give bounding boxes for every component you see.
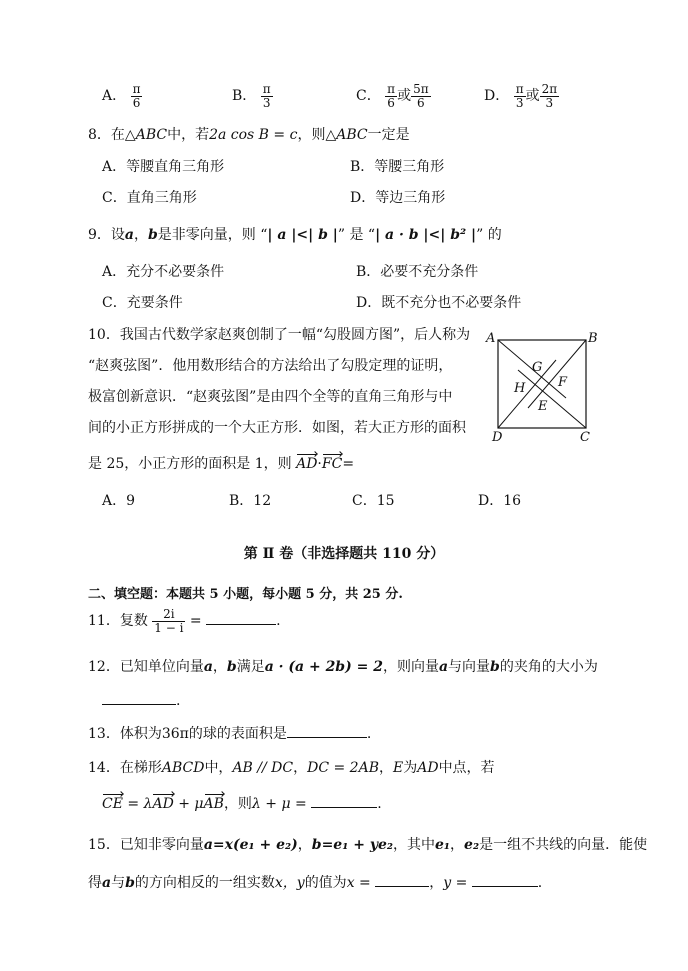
text: . [366, 726, 372, 742]
math: a [203, 659, 213, 675]
math: ABC [135, 127, 168, 143]
fraction [152, 608, 185, 634]
text: ” 是 “ [337, 227, 376, 243]
q8-option-b: B．等腰三角形 [350, 159, 445, 175]
fraction [385, 83, 397, 109]
denominator: 6 [132, 95, 141, 110]
q7-option-d [484, 83, 559, 109]
q15-line-2 [88, 872, 542, 892]
question-number: 9． [88, 227, 111, 243]
formula: AB // DC [232, 760, 294, 776]
text: ， [429, 875, 444, 891]
text: 我国古代数学家赵爽创制了一幅“勾股圆方图”，后人称为 [119, 327, 471, 343]
label-g: G [532, 360, 543, 375]
vector-ad: AD [152, 796, 174, 812]
math: b [148, 227, 158, 243]
math: e₁ [435, 837, 451, 853]
label-a: A [486, 331, 496, 346]
formula: b=e₁ + ye₂ [311, 837, 393, 853]
text: 一定是 [367, 127, 410, 143]
text: 满足 [236, 659, 265, 675]
label-d: D [492, 430, 503, 445]
formula: y = [443, 875, 468, 891]
q8-stem [88, 124, 410, 144]
fraction [540, 83, 560, 109]
text: 已知非零向量 [119, 837, 204, 853]
text: 的方向相反的一组实数 [134, 875, 275, 891]
q7-option-b [232, 83, 273, 109]
denominator: 3 [515, 95, 524, 110]
text: 在△ [110, 127, 136, 143]
q14-stem [88, 757, 495, 777]
math: AD [417, 760, 439, 776]
text: . [537, 875, 543, 891]
text: ， [212, 659, 227, 675]
question-number: 14． [88, 760, 120, 776]
q8-option-a: A．等腰直角三角形 [102, 159, 225, 175]
math: ABCD [161, 760, 205, 776]
formula: | a · b |<| b² | [375, 227, 477, 243]
denominator: 6 [387, 95, 395, 110]
text: 中， [204, 760, 233, 776]
or-text: 或 [525, 88, 540, 105]
text: ， [450, 837, 465, 853]
fraction [411, 83, 431, 109]
answer-blank[interactable] [206, 612, 276, 625]
label-c: C [580, 430, 590, 445]
answer-blank[interactable] [287, 725, 367, 738]
option-label: B． [232, 88, 257, 105]
text: 是非零向量，则 “ [157, 227, 268, 243]
q10-option-d: D．16 [478, 493, 522, 509]
question-number: 13． [88, 726, 120, 742]
q10-line-4: 间的小正方形拼成的一个大正方形．如图，若大正方形的面积 [88, 420, 466, 436]
q13-stem [88, 723, 371, 743]
text: 复数 [119, 613, 148, 630]
section-title: 第 Ⅱ 卷（非选择题共 110 分） [243, 546, 445, 562]
text: ，其中 [393, 837, 435, 853]
math: ABC [336, 127, 368, 143]
formula: + μ [173, 796, 204, 812]
section-subtitle: 二、填空题：本题共 5 小题，每小题 5 分，共 25 分. [88, 587, 403, 602]
text: ，则向量 [382, 659, 439, 675]
text: 与 [111, 875, 126, 891]
math: E [392, 760, 404, 776]
text: 在梯形 [119, 760, 162, 776]
q11-stem [88, 608, 281, 634]
q9-option-a: A．充分不必要条件 [102, 264, 225, 280]
label-h: H [514, 381, 526, 396]
fraction [261, 83, 273, 109]
q10-option-a: A．9 [102, 493, 136, 509]
text: 设 [110, 227, 125, 243]
outer-square [498, 340, 586, 428]
equals: = [342, 456, 355, 472]
text: ， [134, 227, 148, 243]
text: 与向量 [448, 659, 491, 675]
text: 中点，若 [438, 760, 495, 776]
formula: a · (a + 2b) = 2 [264, 659, 383, 675]
q8-option-c: C．直角三角形 [102, 190, 197, 206]
q10-line-5 [88, 453, 354, 473]
option-label: D． [484, 88, 510, 105]
q7-option-c [356, 83, 431, 109]
q10-line-1 [88, 324, 470, 344]
label-f: F [558, 375, 568, 390]
text: . [377, 796, 382, 812]
math: a [438, 659, 449, 675]
q12-answer-line [102, 692, 180, 709]
text: 中，若 [167, 127, 210, 143]
fraction [131, 83, 143, 109]
text: ， [293, 760, 308, 776]
formula: a=x(e₁ + e₂) [203, 837, 298, 853]
q10-option-b: B．12 [229, 493, 272, 509]
text: . [176, 693, 181, 709]
option-label: A． [102, 88, 127, 105]
segment [518, 370, 586, 428]
denominator: 6 [417, 95, 425, 110]
math: a [124, 227, 134, 243]
q14-line-2 [102, 793, 382, 813]
question-number: 10． [88, 327, 120, 343]
answer-blank[interactable] [102, 692, 176, 705]
zhao-shuang-figure [484, 328, 604, 448]
q10-option-c: C．15 [352, 493, 395, 509]
numerator: 5π [413, 82, 429, 96]
math: b [125, 875, 135, 891]
text: 是 25，小正方形的面积是 1，则 [88, 456, 292, 472]
equals: = [189, 613, 202, 630]
numerator: 2π [541, 82, 558, 96]
numerator: 2i [152, 608, 185, 622]
q10-line-3: 极富创新意识．“赵爽弦图”是由四个全等的直角三角形与中 [88, 389, 453, 405]
question-number: 15． [88, 837, 120, 853]
text: 为 [403, 760, 418, 776]
segment [498, 360, 556, 428]
text: 体积为 [119, 726, 162, 742]
denominator: 3 [545, 95, 554, 110]
math: a [102, 875, 112, 891]
question-number: 12． [88, 659, 120, 675]
or-text: 或 [397, 88, 412, 105]
formula: 36π [161, 726, 189, 742]
fraction [514, 83, 526, 109]
q9-option-c: C．充要条件 [102, 295, 183, 311]
formula: DC = 2AB [307, 760, 379, 776]
q8-option-d: D．等边三角形 [350, 190, 446, 206]
text: ， [297, 837, 312, 853]
formula: = λ [122, 796, 153, 812]
numerator: π [515, 82, 524, 96]
text: ， [378, 760, 393, 776]
q9-stem [88, 224, 502, 244]
q15-stem [88, 834, 647, 854]
q9-option-d: D．既不充分也不必要条件 [356, 295, 522, 311]
question-number: 8． [88, 127, 111, 143]
math: b [490, 659, 500, 675]
text: . [276, 613, 281, 630]
numerator: π [387, 82, 396, 96]
label-b: B [588, 331, 598, 346]
q9-option-b: B．必要不充分条件 [356, 264, 479, 280]
formula: λ + μ = [251, 796, 307, 812]
question-number: 11． [88, 613, 120, 630]
answer-blank-y[interactable] [472, 874, 538, 887]
text: ，则△ [297, 127, 337, 143]
numerator: π [132, 82, 141, 96]
text: 的值为 [304, 875, 347, 891]
vector-ab: AB [203, 796, 224, 812]
text: ” 的 [476, 227, 502, 243]
vector-ad: AD [296, 456, 318, 472]
q10-line-2: “赵爽弦图”．他用数形结合的方法给出了勾股定理的证明， [88, 358, 453, 374]
text: ，则 [223, 796, 252, 812]
text: 已知单位向量 [119, 659, 204, 675]
denominator: 3 [262, 95, 271, 110]
q7-option-a [102, 83, 142, 109]
formula: 2a cos B = c [209, 127, 298, 143]
math: b [226, 659, 237, 675]
text: 得 [88, 875, 102, 891]
answer-blank-x[interactable] [375, 874, 429, 887]
formula: x = [346, 875, 371, 891]
dot-operator: · [317, 456, 322, 472]
text: 是一组不共线的向量．能使 [479, 837, 648, 853]
text: 的夹角的大小为 [499, 659, 598, 675]
vector-fc: FC [321, 456, 343, 472]
answer-blank[interactable] [311, 795, 377, 808]
math: e₂ [464, 837, 480, 853]
denominator: 1 − i [154, 620, 184, 635]
numerator: π [262, 82, 271, 96]
math: x，y [274, 875, 305, 891]
label-e: E [538, 399, 548, 414]
text: 的球的表面积是 [188, 726, 287, 742]
option-label: C． [356, 88, 381, 105]
vector-ce: CE [102, 796, 123, 812]
formula: | a |<| b | [267, 227, 338, 243]
q12-stem [88, 656, 598, 676]
